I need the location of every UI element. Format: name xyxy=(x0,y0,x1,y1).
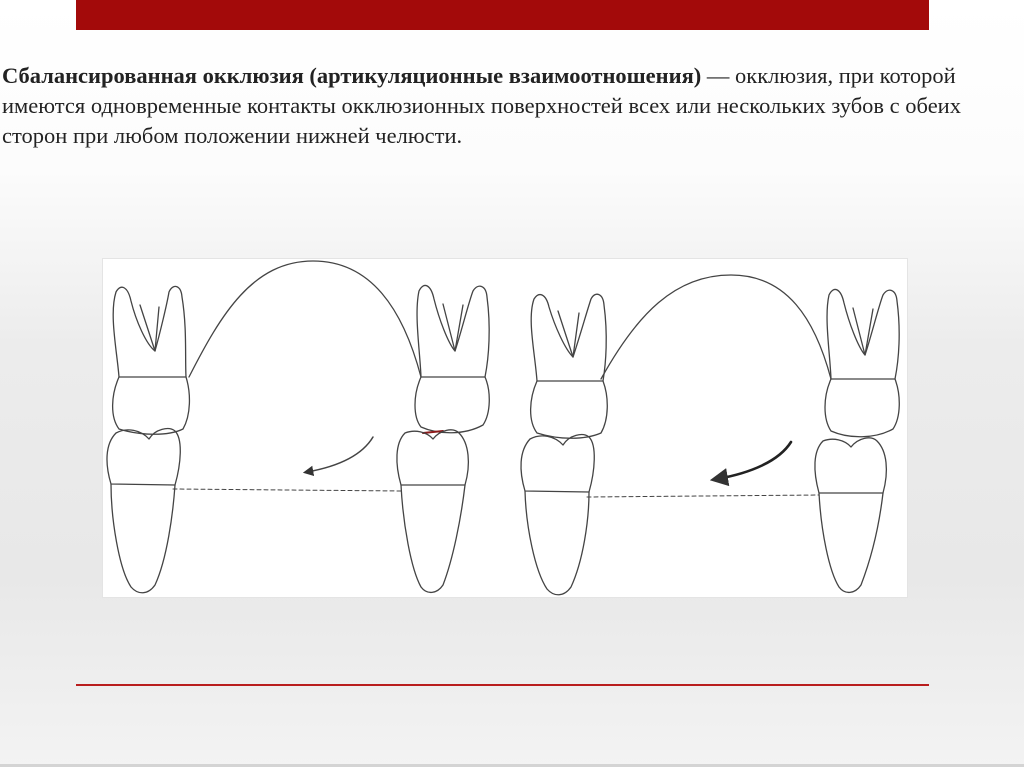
crown-outline xyxy=(113,377,190,434)
definition-text xyxy=(2,61,1016,151)
root-groove xyxy=(853,308,873,355)
crown-outline xyxy=(825,379,899,437)
crown-outline xyxy=(815,438,886,493)
upper-right-tooth xyxy=(825,289,899,436)
bottom-divider xyxy=(76,684,929,686)
crown-outline xyxy=(521,435,594,492)
left-panel xyxy=(107,261,489,593)
palate-arch-left xyxy=(189,261,421,377)
root-outline xyxy=(531,294,606,381)
root-outline xyxy=(111,484,175,593)
top-accent-bar xyxy=(76,0,929,30)
palate-arch-right xyxy=(601,275,831,379)
root-groove xyxy=(443,304,463,351)
root-outline xyxy=(401,485,465,592)
crown-outline xyxy=(107,429,180,485)
upper-right-tooth xyxy=(415,285,489,432)
lower-right-tooth xyxy=(815,438,886,593)
occlusion-diagram xyxy=(102,258,908,598)
root-outline xyxy=(417,285,489,377)
right-panel xyxy=(521,275,899,595)
root-outline xyxy=(525,491,589,595)
occlusal-plane-line xyxy=(173,489,403,491)
movement-arrow xyxy=(307,437,373,472)
crown-outline xyxy=(531,381,608,438)
upper-left-tooth xyxy=(113,286,190,434)
root-outline xyxy=(819,493,883,592)
lower-right-tooth xyxy=(397,430,468,593)
movement-arrow xyxy=(717,442,791,479)
occlusal-plane-line xyxy=(587,495,819,497)
definition-term: Сбалансированная окклюзия (артикуляционные взаимоотношения) xyxy=(2,63,702,88)
crown-outline xyxy=(415,377,489,433)
definition-body: — окклюзия, при которой имеются одновременные контакты окклюзионных поверхностей всех или нескольких зубов с обеих сторон при любом положении нижней челюсти. xyxy=(2,63,961,148)
root-outline xyxy=(113,286,186,377)
lower-left-tooth xyxy=(107,429,180,593)
crown-outline xyxy=(397,430,468,485)
upper-left-tooth xyxy=(531,294,608,438)
root-outline xyxy=(827,289,899,379)
lower-left-tooth xyxy=(521,435,594,595)
